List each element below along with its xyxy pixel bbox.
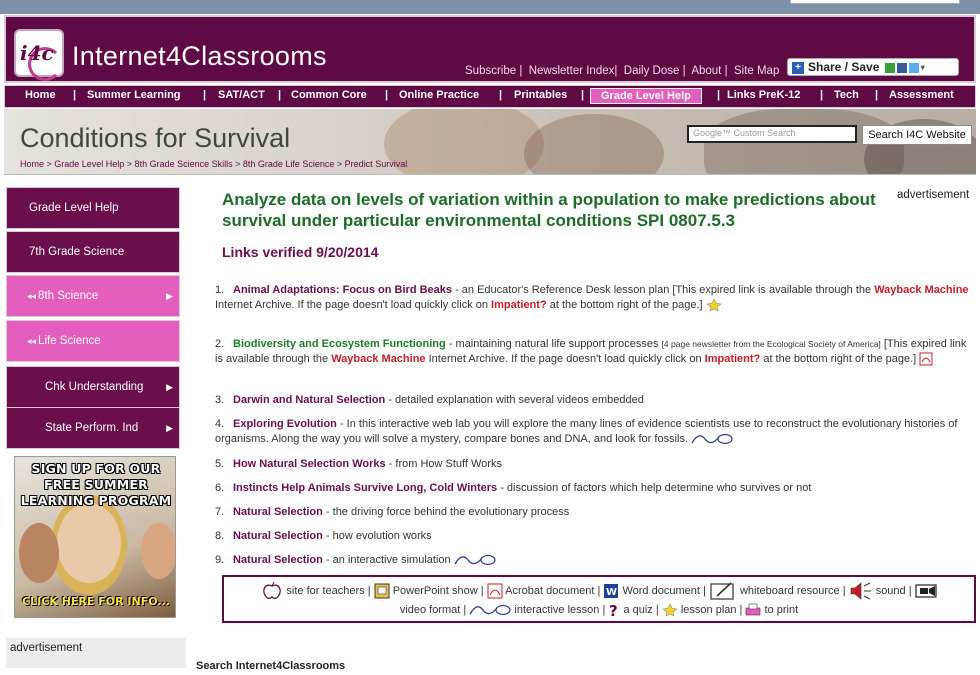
top-link-daily-dose[interactable]: Daily Dose bbox=[623, 65, 680, 77]
resource-description: - discussion of factors which help determine who survives or not bbox=[497, 482, 812, 494]
site-header bbox=[4, 15, 976, 83]
sidebar-item-grade-level-help[interactable] bbox=[6, 187, 180, 229]
list-item bbox=[215, 505, 975, 520]
interactive-lesson-icon bbox=[469, 604, 511, 616]
resource-link[interactable]: Instincts Help Animals Survive Long, Cold Winters bbox=[233, 482, 498, 494]
site-search-input[interactable]: Google™ Custom Search bbox=[687, 125, 857, 143]
nav-printables[interactable]: Printables bbox=[514, 89, 568, 101]
resource-link[interactable]: How Natural Selection Works bbox=[233, 458, 386, 470]
double-chevron-icon: ◂◂ bbox=[27, 291, 37, 301]
main-nav bbox=[4, 85, 976, 108]
top-link-site-map[interactable]: Site Map bbox=[733, 65, 780, 77]
resource-link[interactable]: Biodiversity and Ecosystem Functioning bbox=[233, 338, 446, 350]
legend-interactive: interactive lesson bbox=[514, 604, 600, 616]
list-item bbox=[215, 481, 975, 496]
resource-description: - an Educator's Reference Desk lesson plan [This expired link is available through the bbox=[452, 284, 875, 296]
legend-lesson-plan: lesson plan bbox=[680, 604, 737, 616]
nav-separator: | bbox=[203, 89, 207, 101]
resource-description: [This expired link is available through the bbox=[215, 338, 967, 365]
promo-photo-figure bbox=[19, 523, 59, 583]
nav-sat-act[interactable]: SAT/ACT bbox=[218, 89, 265, 101]
site-logo[interactable] bbox=[10, 21, 327, 81]
whiteboard-icon bbox=[709, 581, 737, 601]
nav-links-prek-12[interactable]: Links PreK-12 bbox=[727, 89, 801, 101]
legend-print: to print bbox=[764, 604, 799, 616]
wayback-machine-link[interactable]: Wayback Machine bbox=[331, 352, 426, 365]
wayback-machine-link[interactable]: Wayback Machine bbox=[874, 284, 969, 296]
sound-icon bbox=[849, 582, 873, 600]
apple-icon bbox=[261, 581, 283, 601]
nav-separator: | bbox=[278, 89, 282, 101]
share-save-button[interactable] bbox=[787, 58, 959, 76]
legend-whiteboard: whiteboard resource bbox=[739, 584, 840, 597]
sidebar-item-label: 7th Grade Science bbox=[29, 246, 125, 258]
list-item bbox=[215, 417, 975, 446]
share-email-icon bbox=[885, 63, 895, 73]
resource-description: - maintaining natural life support processes bbox=[445, 338, 662, 350]
resource-description: Internet Archive. If the page doesn't load quickly click on bbox=[425, 352, 705, 365]
interactive-lesson-icon bbox=[691, 433, 733, 445]
sidebar-item-life-science[interactable] bbox=[6, 320, 180, 362]
resource-description: - an interactive simulation bbox=[322, 554, 451, 566]
promo-photo-figure bbox=[57, 503, 121, 583]
nav-separator: | bbox=[385, 89, 389, 101]
list-number: 9. bbox=[215, 554, 225, 566]
double-chevron-icon: ◂◂ bbox=[27, 336, 37, 346]
resource-link[interactable]: Darwin and Natural Selection bbox=[233, 394, 386, 406]
nav-home[interactable]: Home bbox=[25, 89, 56, 101]
nav-separator: | bbox=[73, 89, 77, 101]
top-links: Subscribe | Newsletter Index| Daily Dose | About | Site Map bbox=[465, 65, 780, 77]
browser-top-strip bbox=[0, 0, 980, 14]
list-number: 2. bbox=[215, 338, 225, 350]
resource-description: - detailed explanation with several videos embedded bbox=[385, 394, 644, 406]
resource-description: - from How Stuff Works bbox=[385, 458, 502, 470]
acrobat-icon bbox=[487, 583, 503, 599]
legend-powerpoint: PowerPoint show bbox=[392, 584, 478, 597]
list-number: 6. bbox=[215, 482, 225, 494]
resource-link[interactable]: Natural Selection bbox=[233, 530, 323, 542]
chevron-right-icon: ▶ bbox=[166, 423, 173, 433]
resource-description: - how evolution works bbox=[322, 530, 432, 542]
top-link-subscribe[interactable]: Subscribe bbox=[465, 65, 517, 77]
nav-common-core[interactable]: Common Core bbox=[291, 89, 367, 101]
list-item bbox=[215, 337, 975, 366]
i4c-logo-icon bbox=[14, 29, 64, 77]
promo-headline: SIGN UP FOR OUR FREE SUMMER LEARNING PROGRAM bbox=[20, 461, 172, 508]
legend-video: video format bbox=[399, 604, 461, 616]
top-strip-box bbox=[790, 0, 960, 4]
legend-word: Word document bbox=[622, 584, 700, 597]
nav-grade-level-help[interactable]: Grade Level Help bbox=[590, 88, 702, 104]
impatient-label: Impatient? bbox=[491, 298, 547, 311]
word-document-icon bbox=[603, 583, 619, 599]
list-number: 3. bbox=[215, 394, 225, 406]
share-label: Share / Save bbox=[808, 60, 880, 74]
svg-text:W: W bbox=[606, 587, 618, 598]
promo-click-here[interactable]: CLICK HERE FOR INFO... bbox=[22, 595, 170, 608]
sidebar-item-state-perform-ind[interactable] bbox=[6, 407, 180, 449]
links-verified-date: Links verified 9/20/2014 bbox=[222, 244, 379, 260]
top-link-newsletter-index[interactable]: Newsletter Index bbox=[528, 65, 615, 77]
page-title: Conditions for Survival bbox=[20, 123, 291, 153]
quiz-icon bbox=[608, 602, 620, 618]
list-item bbox=[215, 457, 975, 472]
resource-description: - the driving force behind the evolutionary process bbox=[322, 506, 570, 518]
page-heading: Analyze data on levels of variation within a population to make predictions about survival under particular environmental conditions SPI 0807.5.3 bbox=[222, 190, 876, 230]
sidebar-item-label: Grade Level Help bbox=[29, 202, 119, 214]
powerpoint-icon bbox=[374, 583, 390, 599]
summer-learning-promo[interactable] bbox=[14, 456, 176, 618]
list-item bbox=[215, 529, 975, 544]
nav-separator: | bbox=[820, 89, 824, 101]
lesson-plan-icon bbox=[662, 603, 678, 617]
page bbox=[4, 15, 976, 675]
chevron-right-icon: ▶ bbox=[166, 382, 173, 392]
resource-description: at the bottom right of the page.] bbox=[546, 298, 703, 311]
list-item bbox=[215, 393, 975, 408]
resource-link[interactable]: Animal Adaptations: Focus on Bird Beaks bbox=[233, 284, 453, 296]
breadcrumb[interactable]: Home > Grade Level Help > 8th Grade Science Skills > 8th Grade Life Science > Predict Survival bbox=[20, 159, 408, 169]
nav-online-practice[interactable]: Online Practice bbox=[399, 89, 480, 101]
banner-photo bbox=[524, 114, 664, 175]
nav-separator: | bbox=[875, 89, 879, 101]
sidebar-item-chk-understanding[interactable] bbox=[6, 366, 180, 408]
resource-description: at the bottom right of the page.] bbox=[760, 352, 917, 365]
sidebar-item-label: Chk Understanding bbox=[45, 381, 144, 393]
legend-site-for-teachers: site for teachers bbox=[286, 584, 365, 597]
list-item bbox=[215, 283, 975, 312]
plus-icon: + bbox=[792, 62, 804, 74]
printer-icon bbox=[745, 603, 761, 617]
legend-acrobat: Acrobat document bbox=[505, 584, 595, 597]
nav-separator: | bbox=[581, 89, 585, 101]
chevron-right-icon: ▶ bbox=[166, 291, 173, 301]
top-link-about[interactable]: About bbox=[691, 65, 722, 77]
lesson-plan-icon bbox=[706, 298, 722, 312]
sidebar-item-8th-science[interactable] bbox=[6, 275, 180, 317]
nav-separator: | bbox=[717, 89, 721, 101]
main-advertisement-label: advertisement bbox=[897, 189, 970, 201]
nav-assessment[interactable]: Assessment bbox=[889, 89, 954, 101]
nav-separator: | bbox=[499, 89, 503, 101]
facebook-icon bbox=[897, 63, 907, 73]
resource-link[interactable]: Natural Selection bbox=[233, 506, 323, 518]
list-number: 7. bbox=[215, 506, 225, 518]
list-number: 8. bbox=[215, 530, 225, 542]
list-number: 5. bbox=[215, 458, 225, 470]
impatient-label: Impatient? bbox=[704, 352, 761, 365]
resource-link[interactable]: Exploring Evolution bbox=[233, 418, 337, 430]
nav-tech[interactable]: Tech bbox=[834, 89, 859, 101]
svg-text:?: ? bbox=[609, 602, 619, 619]
legend-sound: sound bbox=[875, 584, 906, 597]
video-icon bbox=[915, 583, 937, 599]
site-name: Internet4Classrooms bbox=[72, 41, 327, 71]
list-item bbox=[215, 553, 975, 568]
legend-quiz: a quiz bbox=[623, 604, 653, 616]
site-search-button[interactable]: Search I4C Website bbox=[862, 125, 972, 145]
chevron-down-icon: ▾ bbox=[920, 62, 925, 72]
list-number: 1. bbox=[215, 284, 225, 296]
resource-description: - In this interactive web lab you will explore the many lines of evidence scientists use to reconstruct the evolutionary histories of organisms. Along the way you will solve a mystery, compare bones and DNA, and look for fossils. bbox=[215, 418, 958, 445]
sidebar-advertisement-label: advertisement bbox=[6, 638, 186, 668]
twitter-icon bbox=[909, 63, 919, 73]
icon-legend: site for teachers | PowerPoint show | Acrobat document | W Word document | whiteboard resource | sound | video format | interactive lesson | ? a quiz | lesson plan | to print bbox=[222, 575, 976, 623]
list-number: 4. bbox=[215, 418, 225, 430]
banner-photo bbox=[384, 109, 544, 175]
logo-mark: i4c bbox=[20, 41, 54, 65]
sidebar-item-label: State Perform. Ind bbox=[45, 422, 139, 434]
page-banner bbox=[4, 109, 976, 175]
bottom-search-heading: Search Internet4Classrooms bbox=[196, 660, 346, 672]
sidebar-item-7th-grade-science[interactable] bbox=[6, 231, 180, 273]
nav-summer-learning[interactable]: Summer Learning bbox=[87, 89, 181, 101]
resource-link[interactable]: Natural Selection bbox=[233, 554, 323, 566]
acrobat-icon bbox=[919, 352, 933, 366]
promo-photo-figure bbox=[141, 523, 176, 579]
interactive-lesson-icon bbox=[454, 554, 496, 566]
sidebar-item-label: Life Science bbox=[38, 335, 101, 347]
resource-note: [4 page newsletter from the Ecological Society of America] bbox=[661, 339, 881, 349]
sidebar-item-label: 8th Science bbox=[38, 290, 99, 302]
resource-description: Internet Archive. If the page doesn't load quickly click on bbox=[215, 298, 492, 311]
